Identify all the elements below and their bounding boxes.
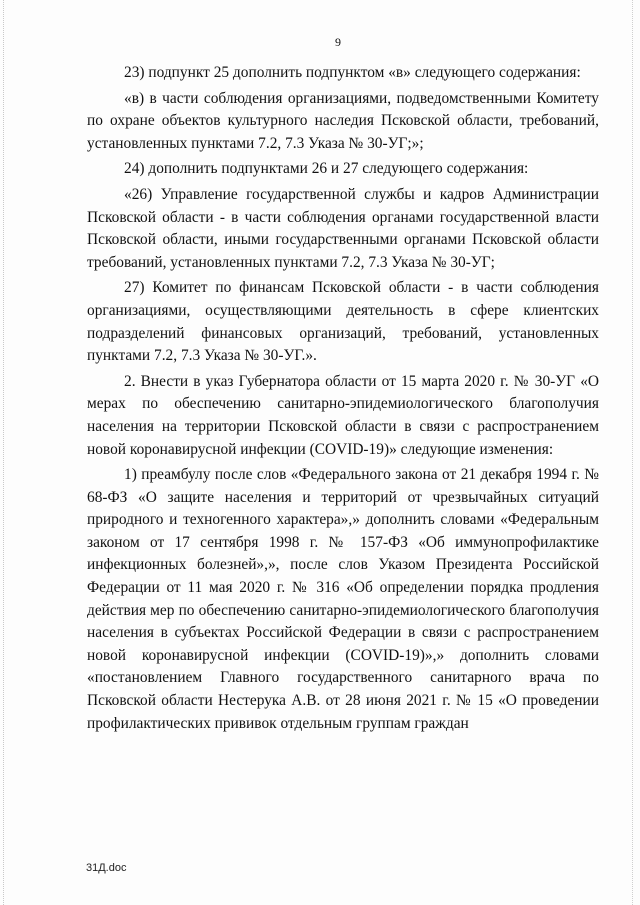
paragraph-preamble-change: 1) преамбулу после слов «Федерального закона от 21 декабря 1994 г. № 68-ФЗ «О защите населения и территорий от чрезвычайных ситуаций природного и техногенного характера»,» дополнить словами «Федеральным законом от 17 сентября 1998 г. № 157-ФЗ «Об иммунопрофилактике инфекционных болезней»,», после слов Указом Президента Российской Федерации от 11 мая 2020 г. № 316 «Об определении порядка продления действия мер по обеспечению санитарно-эпидемиологического благополучия населения в субъектах Российской Федерации в связи с распространением новой коронавирусной инфекции (COVID-19)»,» дополнить словами «постановлением Главного государственного санитарного врача по Псковской области Нестерука А.В. от 28 июня 2021 г. № 15 «О проведении профилактических прививок отдельным группам граждан <box>87 466 599 732</box>
paragraph-subitem-v: «в) в части соблюдения организациями, подведомственными Комитету по охране объектов культурного наследия Псковской области, требований, установленных пунктами 7.2, 7.3 Указа № 30-УГ;»; <box>87 89 599 152</box>
document-body <box>87 62 599 735</box>
scan-edge-right <box>632 0 634 905</box>
page-number: 9 <box>335 35 341 49</box>
file-name-footer: 31Д.doc <box>86 862 127 874</box>
paragraph-item-23: 23) подпункт 25 дополнить подпунктом «в» следующего содержания: <box>124 64 581 81</box>
paragraph-section-2: 2. Внести в указ Губернатора области от 15 марта 2020 г. № 30-УГ «О мерах по обеспечению санитарно-эпидемиологического благополучия населения на территории Псковской области в связи с распространением новой коронавирусной инфекции (COVID-19)» следующие изменения: <box>87 372 599 458</box>
paragraph-item-26: «26) Управление государственной службы и кадров Администрации Псковской области - в части соблюдения органами государственной власти Псковской области, иными государственными органами Псковской области требований, установленных пунктами 7.2, 7.3 Указа № 30-УГ; <box>87 185 599 271</box>
scan-edge-left <box>3 0 5 905</box>
paragraph-item-27: 27) Комитет по финансам Псковской области - в части соблюдения организациями, осуществляющими деятельность в сфере клиентских подразделений финансовых организаций, требований, установленных пунктами 7.2, 7.3 Указа № 30-УГ.». <box>87 279 599 365</box>
paragraph-item-24: 24) дополнить подпунктами 26 и 27 следующего содержания: <box>124 160 529 178</box>
